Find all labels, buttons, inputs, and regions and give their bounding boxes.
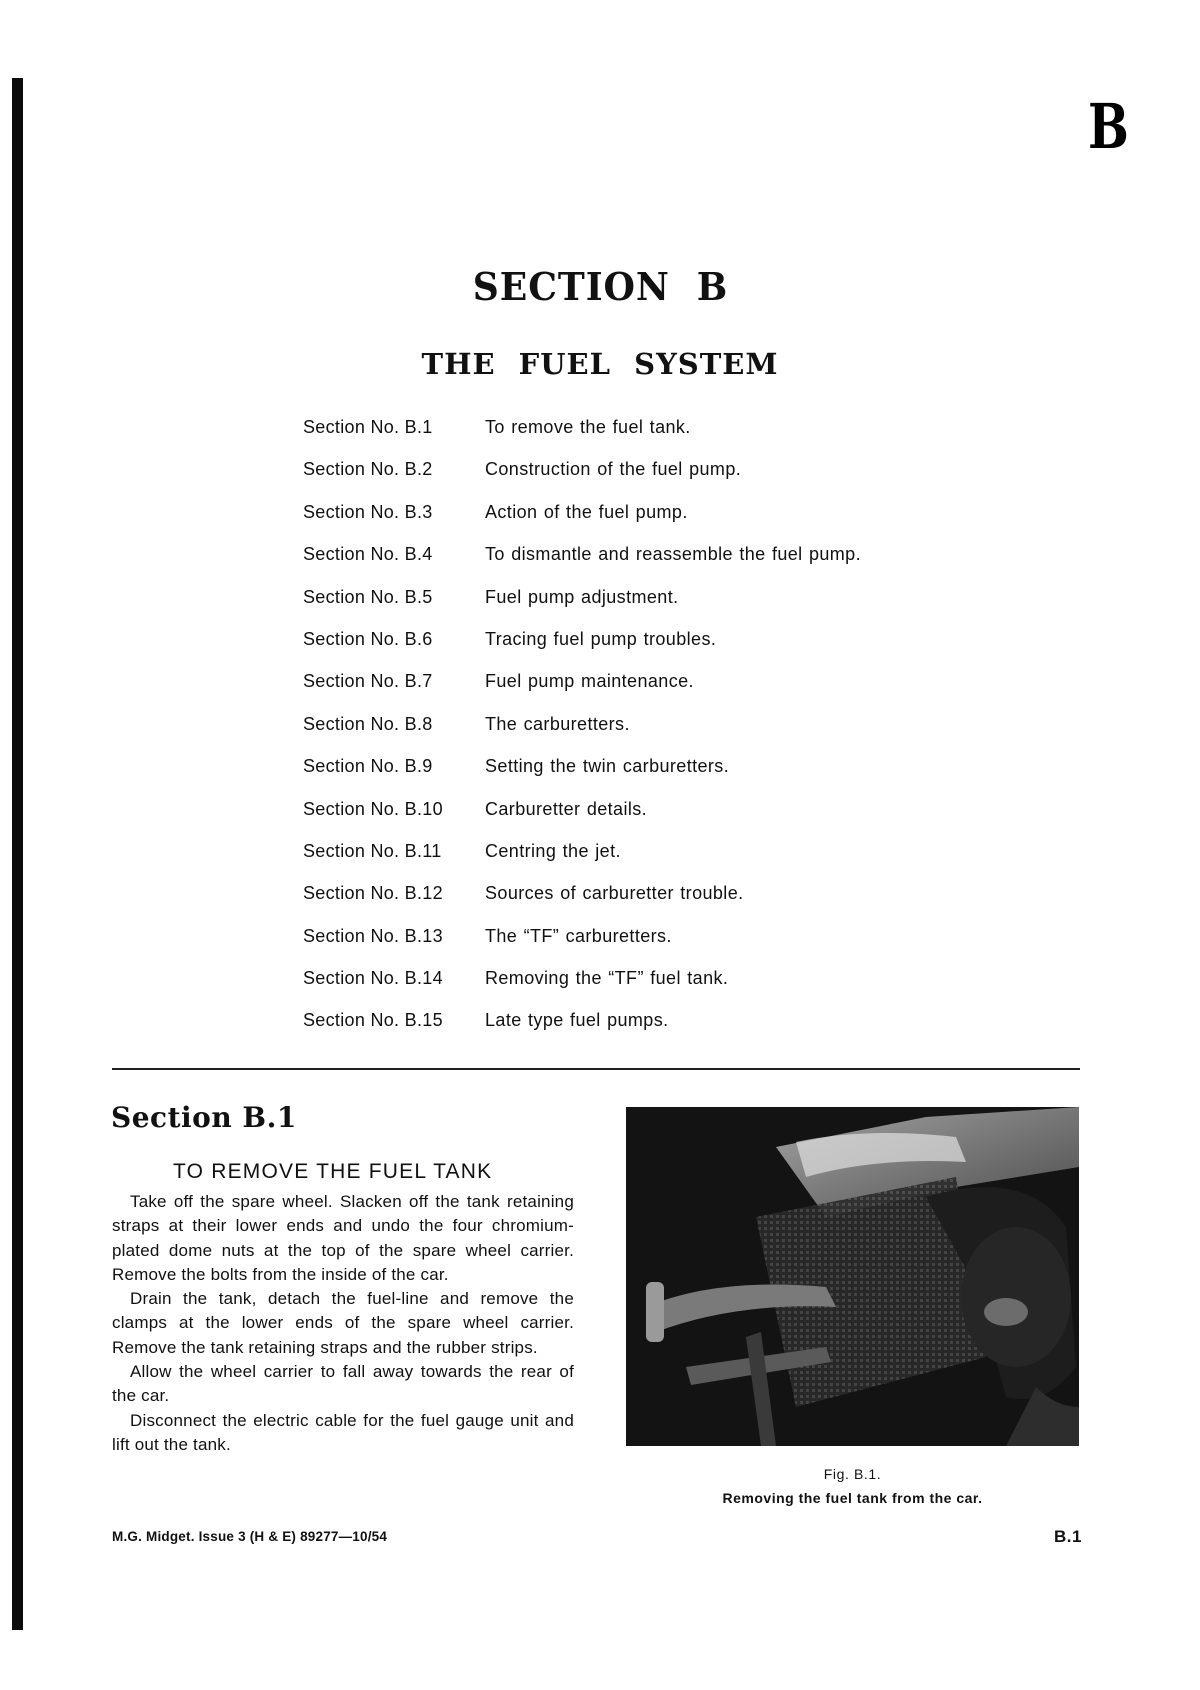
contents-section-description: Fuel pump maintenance. — [485, 671, 694, 692]
footer-page-number: B.1 — [1054, 1527, 1082, 1546]
section-subtitle: THE FUEL SYSTEM — [421, 347, 779, 381]
contents-row — [303, 755, 1003, 797]
contents-row — [303, 501, 1003, 543]
body-paragraph: Take off the spare wheel. Slacken off the tank retaining straps at their lower ends and undo the four chromium-plated dome nuts at the top of the spare wheel carrier. Remove the bolts from the inside of the car. — [112, 1192, 574, 1284]
contents-section-description: Removing the “TF” fuel tank. — [485, 968, 729, 989]
contents-section-description: Tracing fuel pump troubles. — [485, 628, 717, 649]
figure-caption: Removing the fuel tank from the car. — [722, 1490, 983, 1506]
horizontal-divider — [112, 1068, 1080, 1070]
contents-list — [303, 416, 1003, 1052]
section-b1-subheading: TO REMOVE THE FUEL TANK — [173, 1160, 493, 1183]
contents-section-number: Section No. B.15 — [303, 1010, 443, 1031]
contents-section-description: Setting the twin carburetters. — [485, 756, 730, 777]
contents-row — [303, 798, 1003, 840]
section-b1-heading: Section B.1 — [111, 1101, 297, 1134]
contents-section-description: To remove the fuel tank. — [485, 417, 691, 437]
contents-row — [303, 458, 1003, 500]
contents-section-description: Late type fuel pumps. — [485, 1010, 669, 1031]
section-title — [0, 264, 1200, 309]
contents-section-description: The carburetters. — [485, 713, 630, 734]
contents-section-number: Section No. B.5 — [303, 586, 433, 607]
contents-row — [303, 670, 1003, 712]
figure-label: Fig. B.1. — [823, 1466, 882, 1482]
contents-section-description: Action of the fuel pump. — [485, 501, 688, 522]
contents-row — [303, 967, 1003, 1009]
section-tab-letter: B — [1088, 90, 1129, 163]
contents-section-description: To dismantle and reassemble the fuel pump. — [485, 544, 861, 565]
contents-section-number: Section No. B.13 — [303, 925, 443, 946]
contents-row — [303, 628, 1003, 670]
contents-section-number: Section No. B.1 — [303, 417, 433, 437]
contents-row — [303, 882, 1003, 924]
body-paragraph: Allow the wheel carrier to fall away towards the rear of the car. — [112, 1362, 574, 1406]
section-b1-body — [112, 1190, 574, 1457]
contents-section-description: Construction of the fuel pump. — [485, 459, 742, 480]
contents-section-number: Section No. B.3 — [303, 501, 433, 522]
body-paragraph: Disconnect the electric cable for the fuel gauge unit and lift out the tank. — [112, 1410, 574, 1454]
footer-publication-info: M.G. Midget. Issue 3 (H & E) 89277—10/54 — [112, 1529, 388, 1544]
contents-row — [303, 1009, 1003, 1051]
contents-section-number: Section No. B.6 — [303, 628, 433, 649]
contents-row — [303, 586, 1003, 628]
fuel-tank-removal-photo — [626, 1107, 1079, 1446]
contents-row — [303, 925, 1003, 967]
contents-section-number: Section No. B.7 — [303, 671, 433, 692]
contents-section-description: Sources of carburetter trouble. — [485, 883, 744, 904]
contents-section-description: Carburetter details. — [485, 798, 648, 819]
contents-section-number: Section No. B.9 — [303, 756, 433, 777]
contents-row — [303, 416, 1003, 458]
contents-section-description: The “TF” carburetters. — [485, 925, 672, 946]
contents-section-number: Section No. B.12 — [303, 883, 443, 904]
figure-photo — [626, 1107, 1079, 1446]
contents-section-description: Fuel pump adjustment. — [485, 586, 679, 607]
contents-section-number: Section No. B.4 — [303, 544, 433, 565]
contents-section-number: Section No. B.11 — [303, 840, 442, 861]
section-title-text: SECTION B — [472, 264, 728, 309]
contents-section-number: Section No. B.10 — [303, 798, 443, 819]
contents-row — [303, 713, 1003, 755]
binding-edge-bar — [12, 78, 23, 1630]
body-paragraph: Drain the tank, detach the fuel-line and remove the clamps at the lower ends of the spare wheel carrier. Remove the tank retaining straps and the rubber strips. — [112, 1289, 574, 1357]
contents-section-number: Section No. B.8 — [303, 713, 433, 734]
contents-section-description: Centring the jet. — [485, 840, 621, 861]
contents-section-number: Section No. B.14 — [303, 968, 443, 989]
contents-row — [303, 543, 1003, 585]
contents-row — [303, 840, 1003, 882]
contents-section-number: Section No. B.2 — [303, 459, 433, 480]
